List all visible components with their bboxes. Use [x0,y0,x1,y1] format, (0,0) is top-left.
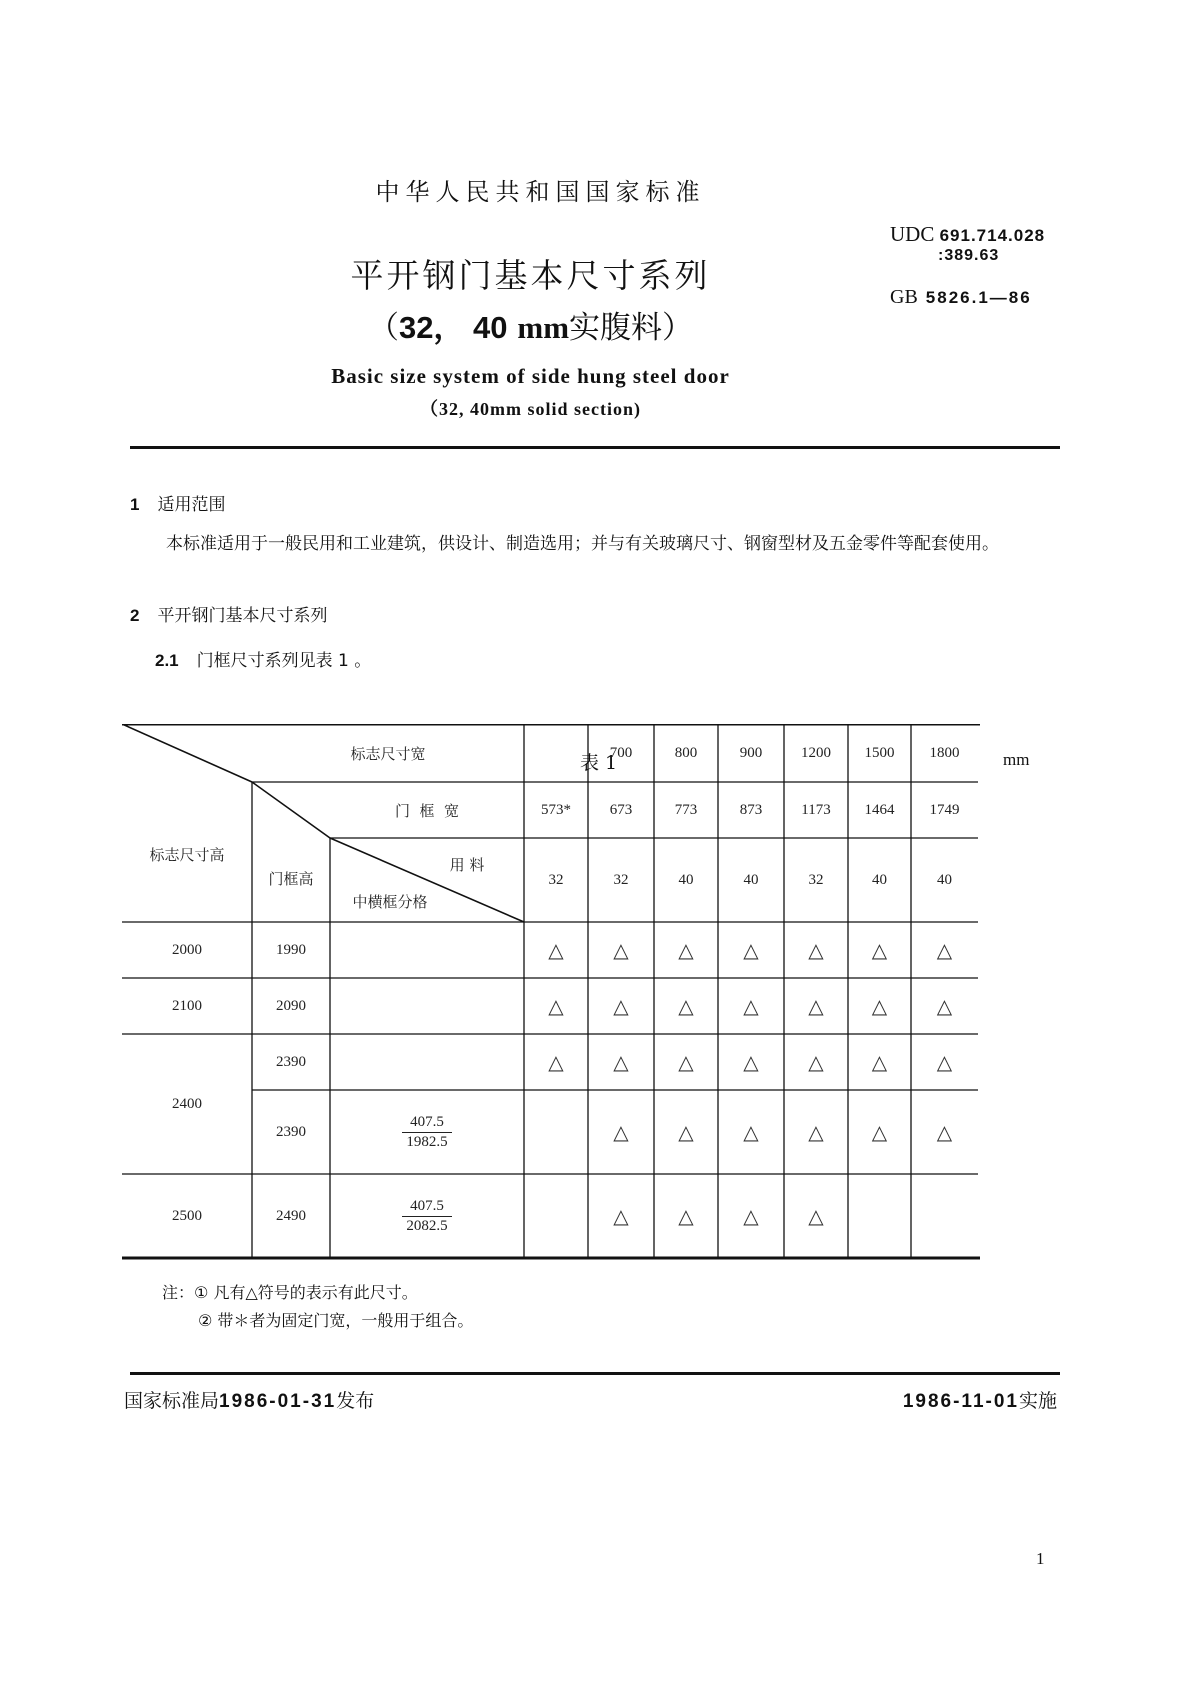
udc-label: UDC [890,222,935,246]
nominal-width-cell: 1500 [864,744,895,761]
triangle-mark-icon: △ [743,1120,759,1144]
nominal-width-cell: 1200 [801,744,831,761]
availability-cell [718,1174,784,1258]
availability-cell [784,1090,848,1174]
availability-cell [524,1174,588,1258]
header-frame-height: 门框高 [268,869,314,888]
triangle-mark-icon: △ [871,994,888,1018]
frame-width-cell: 873 [739,801,763,818]
frame-width-cell: 1173 [801,801,831,818]
frame-width-cell: 573* [541,801,571,818]
availability-cell [784,922,848,978]
fraction-denominator: 2082.5 [406,1217,448,1234]
subtitle-unit: mm [517,310,570,345]
availability-cell [524,922,588,978]
availability-cell [524,1090,588,1174]
material-cell: 40 [872,871,887,888]
availability-cell [588,922,654,978]
nominal-height-cell: 2500 [172,1207,202,1224]
availability-cell [718,1090,784,1174]
frame-width-cell: 1749 [929,801,960,818]
header-material: 用 料 [449,855,485,874]
note-prefix: 注： [162,1283,195,1302]
material-cell: 40 [937,871,952,888]
issued-date: 1986-01-31 [219,1391,337,1412]
frame-width-cell: 773 [674,801,698,818]
section-1-body: 本标准适用于一般民用和工业建筑，供设计、制造选用；并与有关玻璃尺寸、钢窗型材及五金零件等配套使用。 [166,534,999,554]
availability-cell [848,922,911,978]
table-unit: mm [1003,750,1030,769]
udc-code-secondary: :389.63 [938,247,1000,264]
udc-number: 691.714.028 [939,226,1046,245]
triangle-mark-icon: △ [613,994,629,1018]
availability-cell [784,978,848,1034]
triangle-mark-icon: △ [613,1050,629,1074]
fraction [398,1198,455,1235]
availability-cell [784,1034,848,1090]
availability-cell [588,1034,654,1090]
triangle-mark-icon: △ [548,1050,564,1074]
gb-label: GB [890,286,918,308]
issuer: 国家标准局 [124,1390,220,1412]
availability-cell [588,978,654,1034]
availability-cell [848,1174,911,1258]
effective-date: 1986-11-01 [902,1391,1019,1412]
fraction-denominator: 1982.5 [406,1133,448,1150]
section-1-title: 适用范围 [157,495,226,515]
availability-cell [654,1090,718,1174]
note-2: ② 带＊者为固定门宽，一般用于组合。 [198,1311,474,1330]
triangle-mark-icon: △ [808,1204,824,1228]
header-nominal-height: 标志尺寸高 [149,845,225,864]
header-divider [130,446,1060,449]
availability-cell [848,1090,911,1174]
availability-cell [784,1174,848,1258]
transom-division-cell [330,1034,524,1090]
nominal-height-cell: 2000 [172,941,202,958]
udc-code [890,222,1045,247]
footer-divider [130,1372,1060,1375]
availability-cell [848,978,911,1034]
availability-cell [524,978,588,1034]
frame-height-cell: 2390 [276,1053,306,1070]
national-standard-heading: 中华人民共和国国家标准 [375,178,706,206]
section-2-heading [130,601,327,626]
nominal-height-cell: 2400 [172,1095,202,1112]
frame-width-cell: 673 [609,801,633,818]
availability-cell [654,1034,718,1090]
material-cell: 32 [548,871,564,888]
triangle-mark-icon: △ [808,994,824,1018]
availability-cell [718,1034,784,1090]
header-frame-width: 门 框 宽 [394,801,460,820]
triangle-mark-icon: △ [936,938,953,962]
availability-cell [718,922,784,978]
nominal-width-cell: 900 [739,744,763,761]
triangle-mark-icon: △ [678,938,694,962]
triangle-mark-icon: △ [743,1204,759,1228]
triangle-mark-icon: △ [613,1120,629,1144]
section-2-1-text: 门框尺寸系列见表 1 。 [196,651,372,671]
note-1 [162,1280,418,1303]
frame-height-cell: 2090 [276,997,306,1014]
availability-cell [588,1174,654,1258]
issued-line [124,1386,374,1413]
document-title: 平开钢门基本尺寸系列 [350,256,711,295]
material-cell: 40 [678,871,694,888]
english-subtitle: （32, 40mm solid section) [420,399,641,419]
triangle-mark-icon: △ [808,1050,824,1074]
triangle-mark-icon: △ [808,1120,824,1144]
frame-height-cell: 2490 [276,1207,306,1224]
availability-cell [911,922,978,978]
section-1-number: 1 [130,495,140,514]
fraction-numerator: 407.5 [402,1114,452,1133]
material-cell: 40 [743,871,759,888]
header-transom-division: 中横框分格 [352,892,428,911]
availability-cell [654,922,718,978]
effective-line [903,1386,1057,1413]
triangle-mark-icon: △ [678,1204,694,1228]
triangle-mark-icon: △ [743,994,759,1018]
gb-number: 5826.1—86 [925,288,1032,307]
availability-cell [911,1034,978,1090]
issued-suffix: 发布 [336,1390,375,1412]
material-cell: 32 [808,871,824,888]
transom-division-cell [330,922,524,978]
triangle-mark-icon: △ [871,1120,888,1144]
triangle-mark-icon: △ [548,994,564,1018]
triangle-mark-icon: △ [936,994,953,1018]
availability-cell [654,978,718,1034]
availability-cell [911,1090,978,1174]
triangle-mark-icon: △ [678,994,694,1018]
availability-cell [911,1174,978,1258]
availability-cell [588,1090,654,1174]
subtitle-numbers: 32， 40 [398,310,508,345]
triangle-mark-icon: △ [871,1050,888,1074]
transom-division-cell [330,1174,524,1258]
availability-cell [848,1034,911,1090]
english-title: Basic size system of side hung steel door [331,364,730,388]
transom-division-cell [330,978,524,1034]
subtitle-rest: 实腹料） [569,310,694,346]
triangle-mark-icon: △ [743,938,759,962]
triangle-mark-icon: △ [871,938,888,962]
frame-height-cell: 2390 [276,1123,306,1140]
triangle-mark-icon: △ [613,1204,629,1228]
effective-suffix: 实施 [1018,1390,1057,1412]
triangle-mark-icon: △ [548,938,564,962]
section-2-title: 平开钢门基本尺寸系列 [157,606,328,626]
nominal-width-cell: 1800 [929,744,960,761]
triangle-mark-icon: △ [678,1120,694,1144]
header-nominal-width: 标志尺寸宽 [350,744,426,763]
transom-division-cell [330,1090,524,1174]
material-cell: 32 [613,871,629,888]
note-1-text: ① 凡有△符号的表示有此尺寸。 [194,1283,418,1302]
nominal-width-cell [524,724,588,782]
availability-cell [911,978,978,1034]
size-table [122,724,982,1260]
frame-width-cell: 1464 [864,801,895,818]
subtitle-open-paren: （ [367,310,399,346]
triangle-mark-icon: △ [743,1050,759,1074]
document-subtitle [0,302,1191,347]
triangle-mark-icon: △ [936,1120,953,1144]
frame-height-cell: 1990 [276,941,306,958]
triangle-mark-icon: △ [808,938,824,962]
nominal-width-cell: 700 [609,744,633,761]
section-2-1-number: 2.1 [155,651,179,670]
triangle-mark-icon: △ [613,938,629,962]
section-2-number: 2 [130,606,140,625]
page-number: 1 [1036,1549,1045,1568]
nominal-height-cell: 2100 [172,997,202,1014]
fraction [398,1114,455,1151]
triangle-mark-icon: △ [936,1050,953,1074]
triangle-mark-icon: △ [678,1050,694,1074]
availability-cell [718,978,784,1034]
fraction-numerator: 407.5 [402,1198,452,1217]
section-1-heading [130,490,225,515]
table-caption: 表 1 [580,752,618,774]
availability-cell [654,1174,718,1258]
availability-cell [524,1034,588,1090]
section-2-1 [155,646,371,671]
nominal-width-cell: 800 [674,744,698,761]
